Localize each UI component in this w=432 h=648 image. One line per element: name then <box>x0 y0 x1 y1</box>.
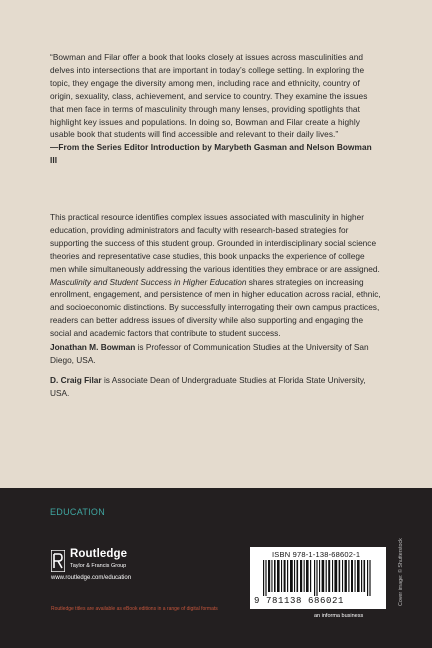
ebook-note: Routledge titles are available as eBook editions in a range of digital formats <box>51 606 218 612</box>
quote-text: “Bowman and Filar offer a book that looks closely at issues across masculinities and delves into intersections that are important in today’s college setting. In exploring the topic, they engage the diversity among men, including race and ethnicity, country of origin, sexuality, class, achievement, and service to country. They examine the issues that men face in terms of masculinity through many lenses, providing spotlights that highlight key issues and populations. In doing so, Bowman and Filar create a highly usable book that students will find accessible and relevant to their daily lives.” <box>50 52 368 140</box>
isbn-barcode <box>250 547 386 609</box>
barcode-icon <box>263 560 373 596</box>
book-title-italic: Masculinity and Student Success in Higher Education <box>50 276 247 287</box>
isbn-number: ISBN 978-1-138-68602-1 <box>272 550 361 559</box>
subject-category: EDUCATION <box>50 507 106 517</box>
book-description <box>50 211 382 340</box>
description-part2: shares strategies on increasing enrollment, engagement, and persistence of men in higher education across racial, ethnic, and socioeconomic distinctions. By successfully interrogating their own campus practices, readers can better address issues of diversity while also supporting and engaging the social and academic factors that contribute to student success. <box>50 276 381 339</box>
author-bio: is Associate Dean of Undergraduate Studies at Florida State University, USA. <box>50 375 366 398</box>
author-bio: is Professor of Communication Studies at the University of San Diego, USA. <box>50 342 369 365</box>
author-bio-filar <box>50 374 380 400</box>
publisher-name: Routledge <box>70 548 128 560</box>
routledge-logo-icon <box>51 550 65 572</box>
author-bio-text <box>50 341 380 367</box>
publisher-website: www.routledge.com/education <box>51 575 132 581</box>
informa-tagline: an informa business <box>314 613 364 619</box>
endorsement-quote <box>50 51 372 167</box>
description-paragraph <box>50 211 382 340</box>
footer-band <box>0 488 432 648</box>
barcode-digits: 9 781138 686021 <box>254 596 345 606</box>
author-name: D. Craig Filar <box>50 375 102 385</box>
description-part1: This practical resource identifies complex issues associated with masculinity in higher education, providing administrators and faculty with research-based strategies for supporting the success of this student group. Grounded in interdisciplinary social science theories and representative case studies, this book unpacks the experience of college men while simultaneously addressing the various identities they embrace or are assigned. <box>50 212 380 274</box>
quote-attribution: —From the Series Editor Introduction by Marybeth Gasman and Nelson Bowman III <box>50 142 372 166</box>
author-bio-bowman <box>50 341 380 367</box>
cover-image-credit: Cover image: © Shutterstock <box>398 538 404 606</box>
author-name: Jonathan M. Bowman <box>50 342 136 352</box>
author-bio-text <box>50 374 380 400</box>
publisher-group: Taylor & Francis Group <box>70 563 127 569</box>
